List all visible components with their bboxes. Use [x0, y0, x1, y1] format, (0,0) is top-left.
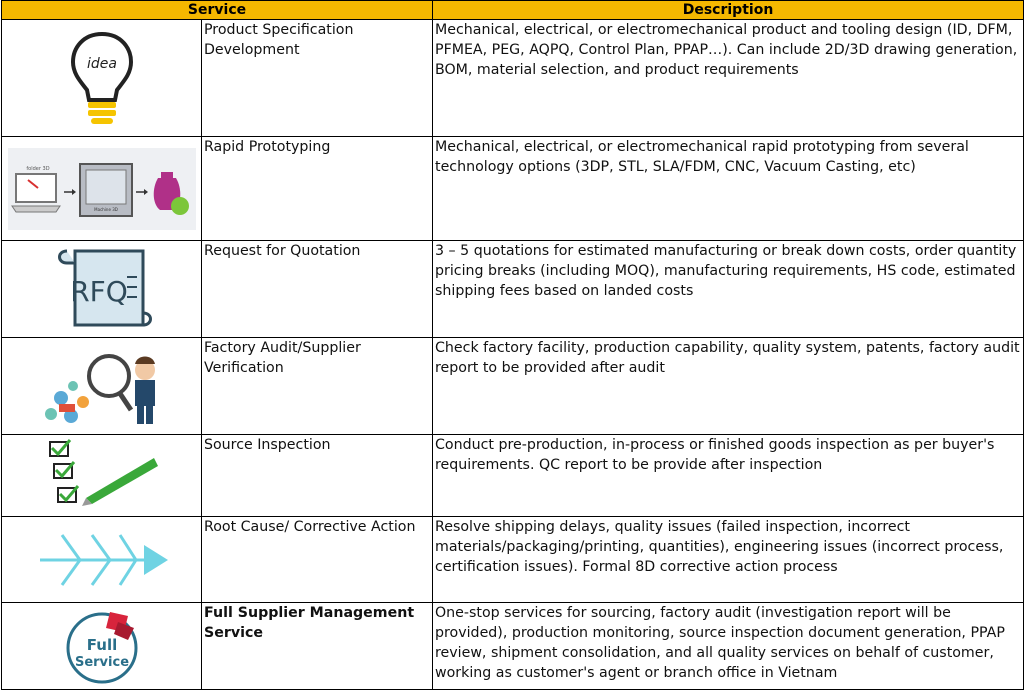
idea-text: idea: [87, 56, 117, 72]
service-name: Full Supplier Management Service: [202, 603, 433, 690]
table-row: [2, 338, 1024, 435]
icon-cell: [2, 241, 202, 338]
service-description: One-stop services for sourcing, factory audit (investigation report will be provided), production monitoring, source inspection document generation, PPAP review, shipment consolidation, and all quality services on behalf of customer, working as customer's agent or branch office in Vietnam: [433, 603, 1024, 690]
service-name: Rapid Prototyping: [202, 137, 433, 241]
service-name: Source Inspection: [202, 435, 433, 517]
table-row: [2, 517, 1024, 603]
service-name: Request for Quotation: [202, 241, 433, 338]
icon-cell: [2, 137, 202, 241]
service-description: 3 – 5 quotations for estimated manufacturing or break down costs, order quantity pricing breaks (including MOQ), manufacturing requirements, HS code, estimated shipping fees based on landed costs: [433, 241, 1024, 338]
service-name: Product Specification Development: [202, 20, 433, 137]
icon-cell: [2, 517, 202, 603]
table-row: [2, 603, 1024, 690]
table-row: [2, 20, 1024, 137]
table-row: [2, 241, 1024, 338]
service-description: Mechanical, electrical, or electromechanical rapid prototyping from several technology options (3DP, STL, SLA/FDM, CNC, Vacuum Casting, etc): [433, 137, 1024, 241]
machine-text: Machine 3D: [94, 206, 118, 212]
header-row: [2, 1, 1024, 20]
table-row: [2, 435, 1024, 517]
full-service-badge-icon: [62, 606, 142, 686]
service-description: Conduct pre-production, in-process or finished goods inspection as per buyer's requirements. QC report to be provide after inspection: [433, 435, 1024, 517]
rfq-document-icon: [47, 247, 157, 331]
service-text: Service: [74, 655, 130, 670]
icon-cell: [2, 338, 202, 435]
icon-cell: [2, 603, 202, 690]
icon-cell: [2, 435, 202, 517]
services-table: [1, 0, 1024, 690]
rfq-text: RFQ: [70, 275, 128, 308]
full-text: Full: [86, 636, 118, 654]
service-description: Resolve shipping delays, quality issues (failed inspection, incorrect materials/packaging/printing, quantities), engineering issues (incorrect process, certification issues). Formal 8D corrective action process: [433, 517, 1024, 603]
header-description: Description: [433, 1, 1024, 20]
lightbulb-idea-icon: [67, 28, 137, 128]
magnifier-audit-icon: [37, 344, 167, 428]
3d-printer-prototype-icon: [8, 148, 196, 230]
folder-text: folder 3D: [26, 165, 50, 172]
service-name: Root Cause/ Corrective Action: [202, 517, 433, 603]
header-service: Service: [2, 1, 433, 20]
service-name: Factory Audit/Supplier Verification: [202, 338, 433, 435]
icon-cell: [2, 20, 202, 137]
service-description: Check factory facility, production capability, quality system, patents, factory audit report to be provided after audit: [433, 338, 1024, 435]
service-description: Mechanical, electrical, or electromechanical product and tooling design (ID, DFM, PFMEA, PEG, AQPQ, Control Plan, PPAP…). Can include 2D/3D drawing generation, BOM, material selection, and product requirements: [433, 20, 1024, 137]
fishbone-diagram-icon: [32, 525, 172, 595]
table-row: [2, 137, 1024, 241]
checklist-pen-icon: [42, 438, 162, 514]
